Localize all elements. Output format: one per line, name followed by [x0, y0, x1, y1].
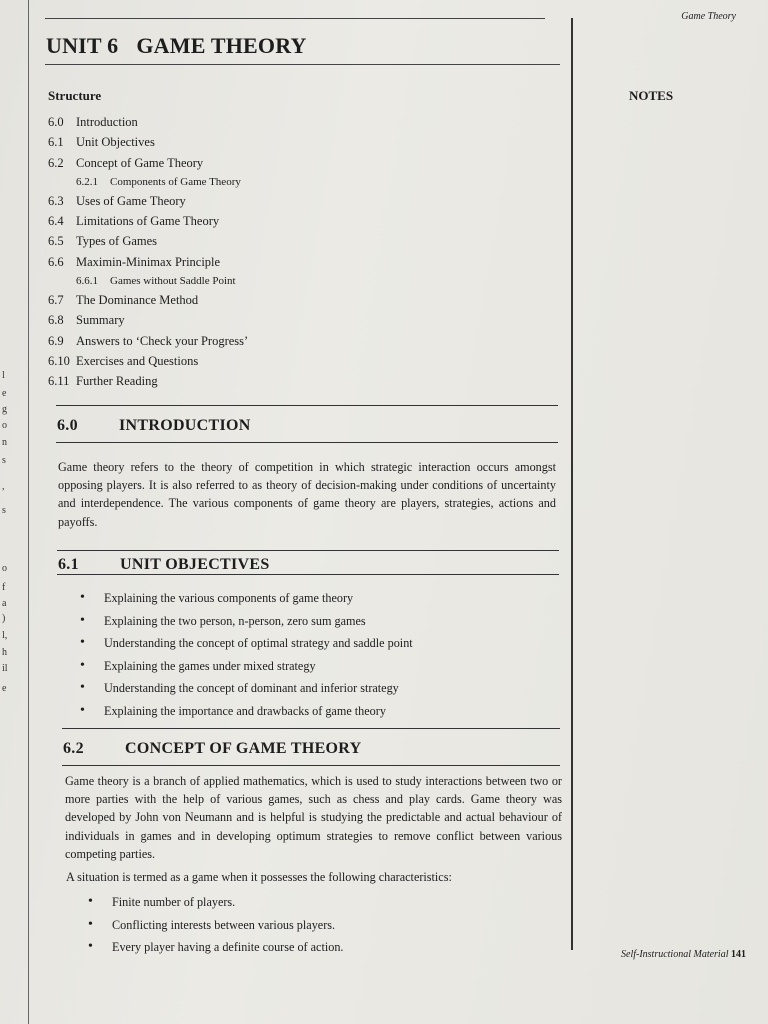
page-left-edge-rule [28, 0, 29, 1024]
toc-entry-label: Exercises and Questions [76, 353, 199, 368]
toc-entry-number: 6.5 [48, 234, 64, 249]
bullet-item: • Explaining the games under mixed strategy [76, 655, 413, 678]
margin-mark: a [2, 598, 7, 609]
structure-heading: Structure [48, 88, 102, 103]
section-heading-objectives [58, 556, 270, 574]
toc-entry-number: 6.8 [48, 313, 64, 328]
running-header: Game Theory [681, 11, 736, 22]
page-footer [621, 949, 746, 960]
toc-entry [48, 351, 548, 371]
margin-mark: l, [2, 630, 8, 641]
section-heading-concept [63, 740, 361, 758]
toc-entry [48, 231, 548, 251]
toc-entry-label: Introduction [76, 115, 138, 129]
margin-mark: n [2, 437, 7, 448]
section-title: UNIT OBJECTIVES [120, 556, 270, 573]
toc-entry-label: Further Reading [76, 374, 158, 389]
section-rule [62, 728, 560, 729]
margin-mark: o [2, 563, 7, 574]
toc-entry-number: 6.6.1 [76, 275, 98, 288]
unit-title [46, 33, 307, 59]
title-rule [45, 64, 560, 65]
margin-mark: ) [2, 613, 6, 624]
toc-entry [48, 310, 548, 330]
section-rule [56, 442, 558, 443]
toc-entry-number: 6.4 [48, 214, 64, 229]
toc-entry-number: 6.10 [48, 353, 70, 368]
section-rule [57, 550, 559, 551]
margin-mark: s [2, 505, 6, 516]
unit-name: GAME THEORY [136, 33, 307, 58]
toc-entry-number: 6.7 [48, 293, 64, 308]
toc-entry [48, 272, 548, 290]
toc-entry-number: 6.3 [48, 193, 64, 208]
toc-entry-label: Maximin-Minimax Principle [76, 254, 221, 269]
bullet-item: • Explaining the various components of game theory [76, 587, 413, 610]
section-rule [57, 574, 559, 575]
margin-mark: l [2, 370, 5, 381]
toc-entry-number: 6.9 [48, 333, 64, 348]
section-number: 6.0 [57, 417, 78, 434]
toc-entry [48, 290, 548, 310]
toc-entry-label: Uses of Game Theory [76, 193, 186, 208]
toc-entry [48, 371, 548, 391]
margin-mark: , [2, 481, 5, 492]
toc-entry [48, 112, 548, 132]
toc-entry [48, 191, 548, 211]
toc-entry-label: The Dominance Method [76, 293, 199, 308]
margin-mark: e [2, 683, 7, 694]
bullet-item: • Conflicting interests between various players. [84, 914, 343, 937]
section-rule [62, 765, 560, 766]
section-heading-introduction [57, 417, 251, 435]
toc-entry-number: 6.1 [48, 135, 64, 150]
toc-entry-label: Components of Game Theory [110, 175, 241, 188]
section-title: CONCEPT OF GAME THEORY [125, 740, 362, 757]
margin-mark: s [2, 455, 6, 466]
toc-entry-label: Concept of Game Theory [76, 155, 204, 170]
toc-entry-label: Games without Saddle Point [110, 275, 236, 288]
characteristics-list [84, 891, 343, 959]
characteristics-lead: A situation is termed as a game when it possesses the following characteristics: [66, 870, 452, 884]
footer-label: Self-Instructional Material [621, 949, 729, 960]
margin-mark: h [2, 647, 7, 658]
margin-mark: g [2, 404, 7, 415]
toc-entry [48, 173, 548, 191]
concept-paragraph: Game theory is a branch of applied mathematics, which is used to study interactions between two or more parties with the help of various games, such as chess and play cards. Game theory was developed by John von Neumann and is helpful is studying the predictable and actual behaviour of individuals in games and in developing optimum strategies to remove conflict between various competing parties. [65, 774, 562, 861]
unit-number: UNIT 6 [46, 33, 119, 58]
toc-entry-label: Summary [76, 313, 125, 328]
table-of-contents [48, 112, 548, 392]
bullet-item: • Every player having a definite course of action. [84, 936, 343, 959]
toc-entry-number: 6.2 [48, 155, 64, 170]
margin-mark: o [2, 420, 7, 431]
toc-entry-number: 6.2.1 [76, 175, 98, 188]
toc-entry-number: 6.0 [48, 115, 64, 129]
notes-column-divider [571, 18, 573, 950]
section-number: 6.2 [63, 740, 84, 757]
toc-entry [48, 153, 548, 173]
section-rule [56, 405, 558, 406]
toc-entry [48, 252, 548, 272]
toc-entry [48, 211, 548, 231]
toc-entry-number: 6.6 [48, 254, 64, 269]
toc-entry-label: Types of Games [76, 234, 158, 249]
bullet-item: • Understanding the concept of optimal strategy and saddle point [76, 632, 413, 655]
bullet-item: • Explaining the two person, n-person, zero sum games [76, 610, 413, 633]
bullet-item: • Explaining the importance and drawbacks of game theory [76, 700, 413, 723]
bullet-item: • Understanding the concept of dominant and inferior strategy [76, 677, 413, 700]
bullet-item: • Finite number of players. [84, 891, 343, 914]
section-number: 6.1 [58, 556, 79, 573]
toc-entry-label: Answers to ‘Check your Progress’ [76, 333, 249, 348]
margin-mark: e [2, 388, 7, 399]
toc-entry-label: Limitations of Game Theory [76, 214, 220, 229]
toc-entry [48, 132, 548, 152]
toc-entry [48, 331, 548, 351]
page-number: 141 [731, 949, 746, 960]
top-rule [45, 18, 545, 19]
toc-entry-label: Unit Objectives [76, 135, 155, 150]
objectives-list [76, 587, 413, 722]
margin-mark: il [2, 663, 8, 674]
notes-label: NOTES [629, 88, 674, 103]
introduction-paragraph: Game theory refers to the theory of competition in which strategic interaction occurs amongst opposing players. It is also referred to as theory of decision-making under conditions of uncertainty and interdependence. The various components of game theory are players, strategies, actions and payoffs. [58, 460, 556, 529]
margin-mark: f [2, 582, 6, 593]
section-title: INTRODUCTION [119, 417, 251, 434]
toc-entry-number: 6.11 [48, 374, 70, 389]
